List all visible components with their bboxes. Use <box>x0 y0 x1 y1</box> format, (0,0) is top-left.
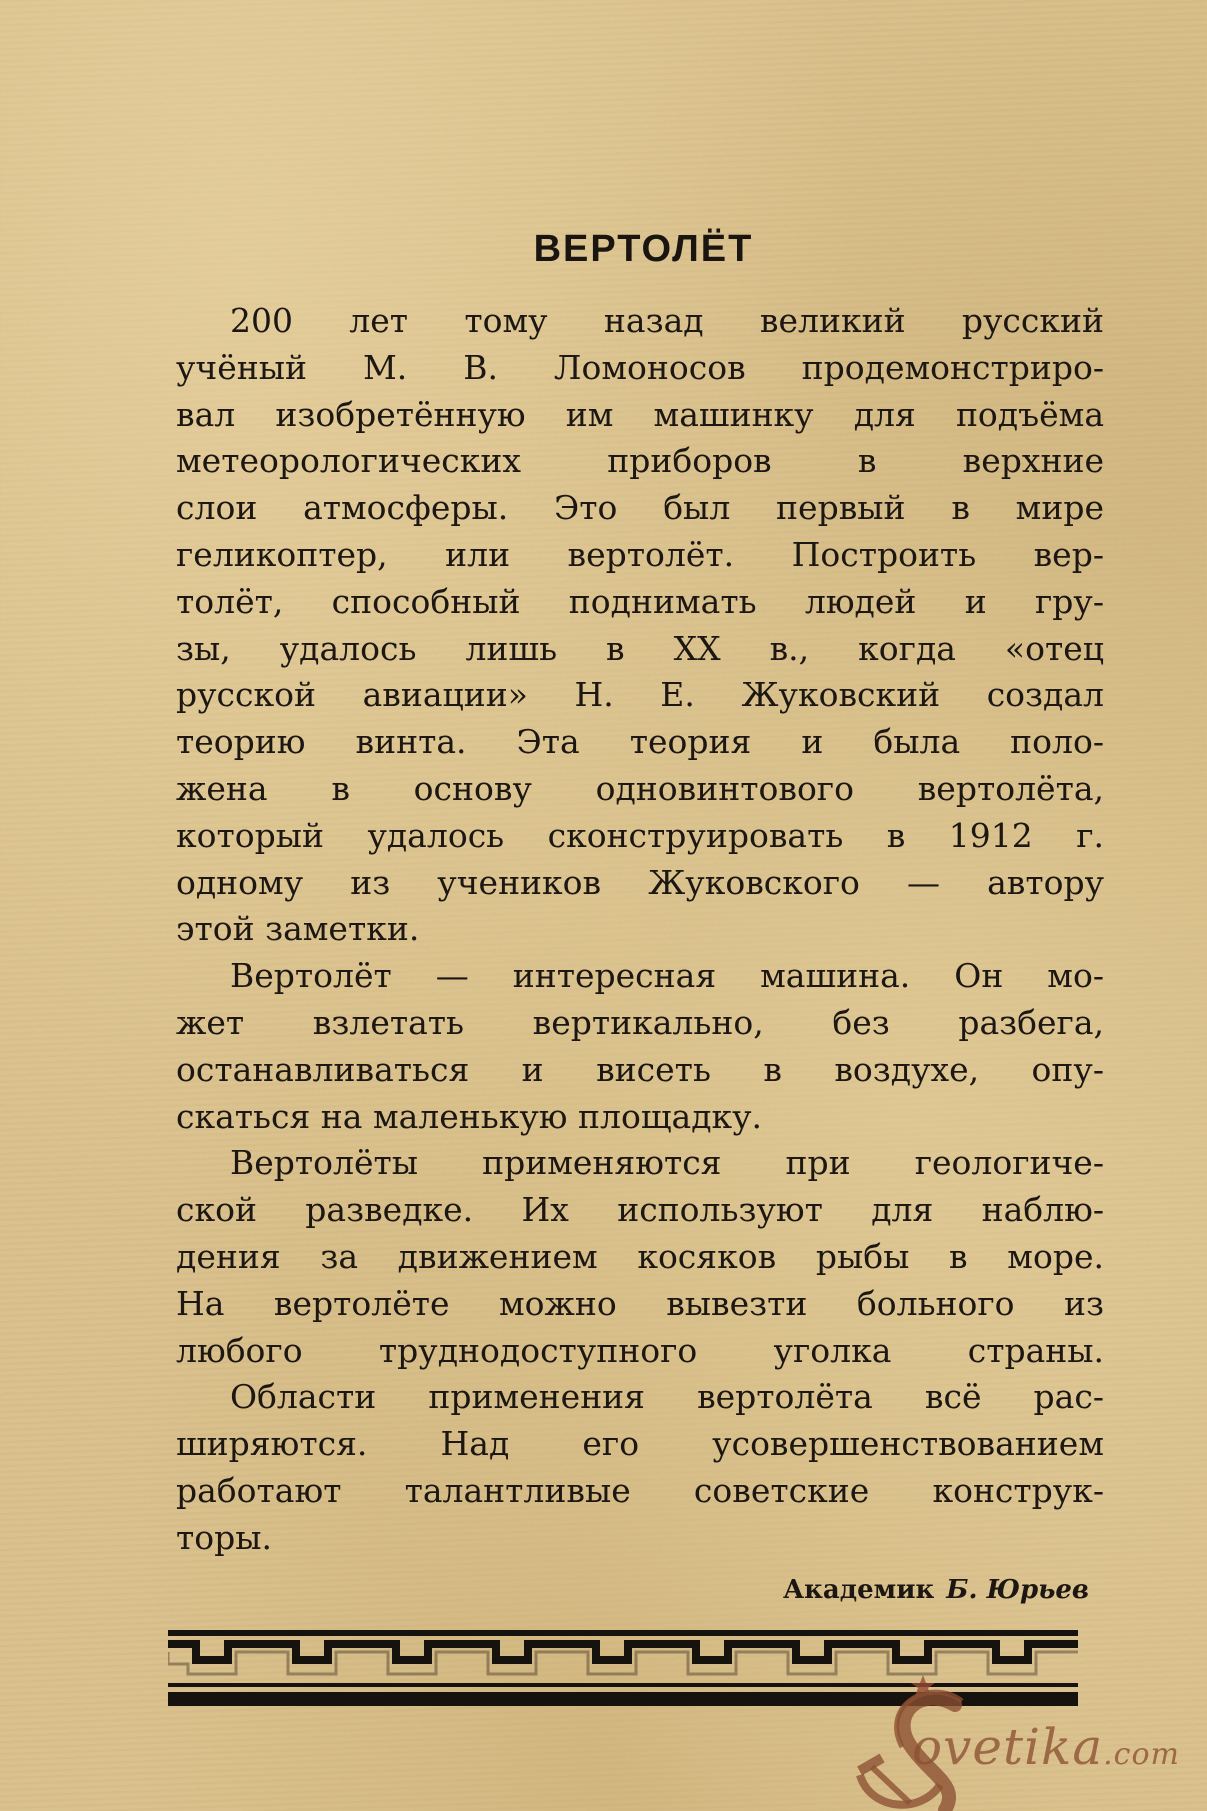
text-line: толёт, способный поднимать людей и гру- <box>176 581 1104 621</box>
text-line: останавливаться и висеть в воздухе, опу- <box>176 1049 1104 1089</box>
text-line: вал изобретённую им машинку для подъёма <box>176 394 1104 434</box>
paragraph-2 <box>176 953 1104 1140</box>
text-line: торы. <box>176 1517 273 1557</box>
text-line: слои атмосферы. Это был первый в мире <box>176 488 1104 528</box>
text-line: который удалось сконструировать в 1912 г. <box>176 815 1104 855</box>
author-title: Академик <box>782 1575 935 1605</box>
text-line: русской авиации» Н. Е. Жуковский создал <box>176 675 1104 715</box>
paragraph-1 <box>176 298 1104 953</box>
author-name: Б. Юрьев <box>946 1575 1089 1605</box>
text-line: учёный М. В. Ломоносов продемонстриро- <box>176 347 1104 387</box>
text-line: этой заметки. <box>176 909 420 949</box>
text-line: Области применения вертолёта всё рас- <box>230 1377 1104 1417</box>
text-line: одному из учеников Жуковского — автору <box>176 862 1104 902</box>
author-signature <box>783 1575 1089 1605</box>
text-line: жена в основу одновинтового вертолёта, <box>176 768 1104 808</box>
paragraph-3 <box>176 1140 1104 1374</box>
text-line: скаться на маленькую площадку. <box>176 1096 763 1136</box>
text-line: зы, удалось лишь в XX в., когда «отец <box>176 628 1104 668</box>
watermark-name: ovetika <box>912 1718 1104 1776</box>
paragraph-4 <box>176 1374 1104 1561</box>
text-line: Вертолёт — интересная машина. Он мо- <box>230 956 1104 996</box>
text-line: геликоптер, или вертолёт. Построить вер- <box>176 534 1104 574</box>
text-line: ской разведке. Их используют для наблю- <box>176 1190 1104 1230</box>
text-line: На вертолёте можно вывезти больного из <box>176 1283 1104 1323</box>
text-line: ширяются. Над его усовершенствованием <box>176 1424 1104 1464</box>
article-title: ВЕРТОЛЁТ <box>533 228 754 270</box>
watermark-suffix: .com <box>1103 1737 1180 1772</box>
text-line: Вертолёты применяются при геологиче- <box>230 1143 1104 1183</box>
text-line: дения за движением косяков рыбы в море. <box>176 1236 1104 1276</box>
text-line: 200 лет тому назад великий русский <box>230 301 1104 340</box>
article-body <box>176 298 1104 1562</box>
watermark-text <box>912 1718 1180 1776</box>
text-line: теорию винта. Эта теория и была поло- <box>176 722 1104 762</box>
text-line: любого труднодоступного уголка страны. <box>176 1330 1104 1370</box>
text-line: работают талантливые советские конструк- <box>176 1470 1104 1510</box>
text-line: жет взлетать вертикально, без разбега, <box>176 1002 1104 1042</box>
text-line: метеорологических приборов в верхние <box>176 441 1104 481</box>
